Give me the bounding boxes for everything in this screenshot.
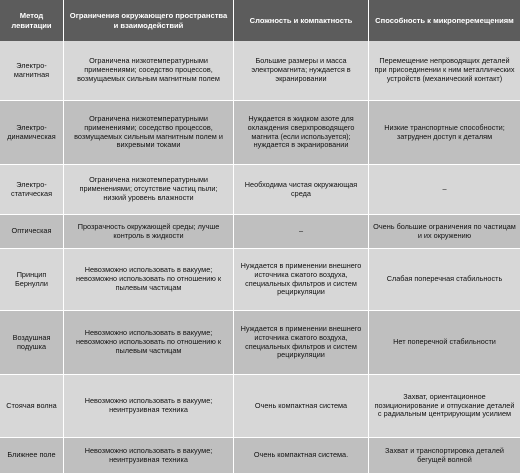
limits-cell: Ограничена низкотемпературными применениями; соседство процессов, возмущаемых сильным магнитным полем и вихревыми токами	[64, 101, 234, 164]
header-complexity: Сложность и компактность	[234, 0, 369, 41]
table-row	[0, 215, 520, 248]
table-row	[0, 249, 520, 310]
header-micro: Способность к микроперемещениям	[369, 0, 520, 41]
header-method: Метод левитации	[0, 0, 64, 41]
limits-cell: Невозможно использовать в вакууме; невозможно использовать по отношению к пылевым частицам	[64, 311, 234, 374]
header-limits: Ограничения окружающего пространства и взаимодействий	[64, 0, 234, 41]
method-cell: Электро-динамическая	[0, 101, 64, 164]
complexity-cell: Большие размеры и масса электромагнита; нуждается в экранировании	[234, 41, 369, 100]
micro-cell: Очень большие ограничения по частицам и их окружению	[369, 215, 520, 248]
table-row	[0, 375, 520, 437]
micro-cell: Захват, ориентационное позиционирование и отпускание деталей с радиальным центрирующим усилием	[369, 375, 520, 437]
method-cell: Электро-магнитная	[0, 41, 64, 100]
limits-cell: Ограничена низкотемпературными применениями; отсутствие частиц пыли; низкий уровень влажности	[64, 165, 234, 214]
method-cell: Стоячая волна	[0, 375, 64, 437]
complexity-cell: Очень компактная система	[234, 375, 369, 437]
micro-cell: Захват и транспортировка деталей бегущей волной	[369, 438, 520, 473]
complexity-cell: Нуждается в применении внешнего источника сжатого воздуха, специальных фильтров и систем рециркуляции	[234, 249, 369, 310]
method-cell: Ближнее поле	[0, 438, 64, 473]
method-cell: Принцип Бернулли	[0, 249, 64, 310]
method-cell: Воздушная подушка	[0, 311, 64, 374]
table-row	[0, 311, 520, 374]
method-cell: Оптическая	[0, 215, 64, 248]
table-row	[0, 165, 520, 214]
method-cell: Электро-статическая	[0, 165, 64, 214]
limits-cell: Прозрачность окружающей среды; лучше контроль в жидкости	[64, 215, 234, 248]
complexity-cell: Нуждается в жидком азоте для охлаждения сверхпроводящего магнита (если используется); нуждается в экранировании	[234, 101, 369, 164]
limits-cell: Невозможно использовать в вакууме; невозможно использовать по отношению к пылевым частицам	[64, 249, 234, 310]
table-row	[0, 41, 520, 100]
micro-cell: Низкие транспортные способности; затруднен доступ к деталям	[369, 101, 520, 164]
limits-cell: Невозможно использовать в вакууме; неинтрузивная техника	[64, 438, 234, 473]
limits-cell: Невозможно использовать в вакууме; неинтрузивная техника	[64, 375, 234, 437]
table-row	[0, 101, 520, 164]
complexity-cell: Необходима чистая окружающая среда	[234, 165, 369, 214]
micro-cell: Нет поперечной стабильности	[369, 311, 520, 374]
complexity-cell: Нуждается в применении внешнего источника сжатого воздуха, специальных фильтров и систем рециркуляции	[234, 311, 369, 374]
micro-cell: –	[369, 165, 520, 214]
micro-cell: Перемещение непроводящих деталей при присоединении к ним металлических устройств (механический контакт)	[369, 41, 520, 100]
table-header	[0, 0, 520, 41]
micro-cell: Слабая поперечная стабильность	[369, 249, 520, 310]
table-row	[0, 438, 520, 473]
complexity-cell: –	[234, 215, 369, 248]
complexity-cell: Очень компактная система.	[234, 438, 369, 473]
limits-cell: Ограничена низкотемпературными применениями; соседство процессов, возмущаемых сильным магнитным полем	[64, 41, 234, 100]
